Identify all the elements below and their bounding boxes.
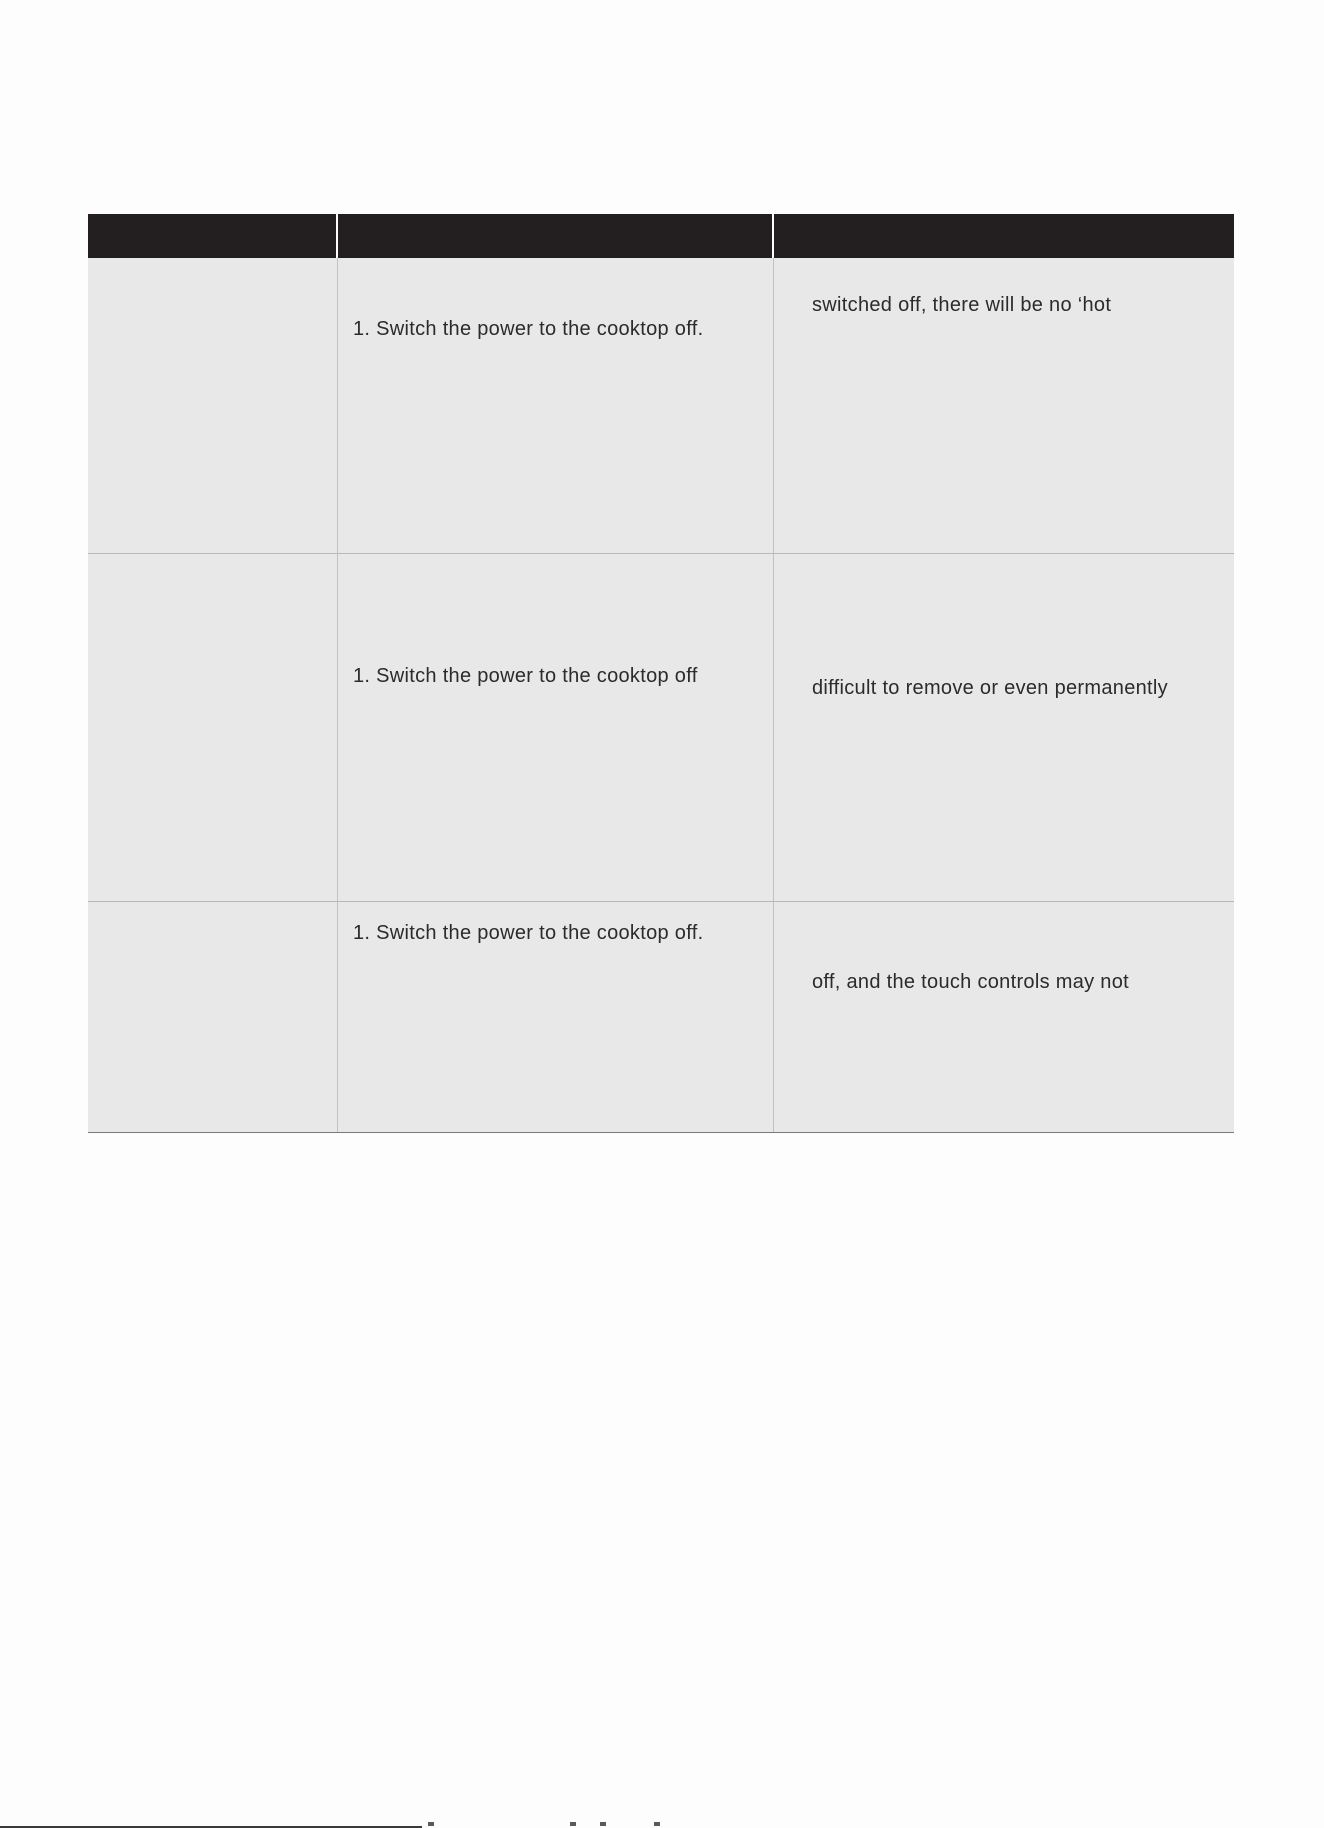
table-row: [88, 554, 1234, 902]
table-cell-type: [88, 258, 338, 553]
table-cell-note: [774, 258, 1234, 553]
table-cell-instruction: [338, 554, 774, 901]
table-row: [88, 902, 1234, 1133]
cleaning-table: [88, 214, 1234, 1133]
table-cell-instruction: [338, 902, 774, 1132]
table-cell-note: [774, 554, 1234, 901]
instruction-text: 1. Switch the power to the cooktop off.: [353, 922, 704, 944]
header-cell-3: [774, 214, 1234, 258]
footer-mark: [654, 1822, 660, 1826]
note-text: switched off, there will be no ‘hot: [812, 294, 1112, 316]
footer-mark: [570, 1822, 576, 1826]
table-cell-instruction: [338, 258, 774, 553]
header-cell-2: [338, 214, 774, 258]
footer-mark: [600, 1822, 606, 1826]
instruction-text: 1. Switch the power to the cooktop off.: [353, 318, 704, 340]
table-header-row: [88, 214, 1234, 258]
header-cell-1: [88, 214, 338, 258]
table-row: [88, 258, 1234, 554]
note-text: off, and the touch controls may not: [812, 971, 1129, 993]
footer-mark: [428, 1822, 434, 1826]
instruction-text: 1. Switch the power to the cooktop off: [353, 665, 698, 687]
table-cell-type: [88, 554, 338, 901]
note-text: difficult to remove or even permanently: [812, 677, 1168, 699]
table-cell-type: [88, 902, 338, 1132]
table-cell-note: [774, 902, 1234, 1132]
